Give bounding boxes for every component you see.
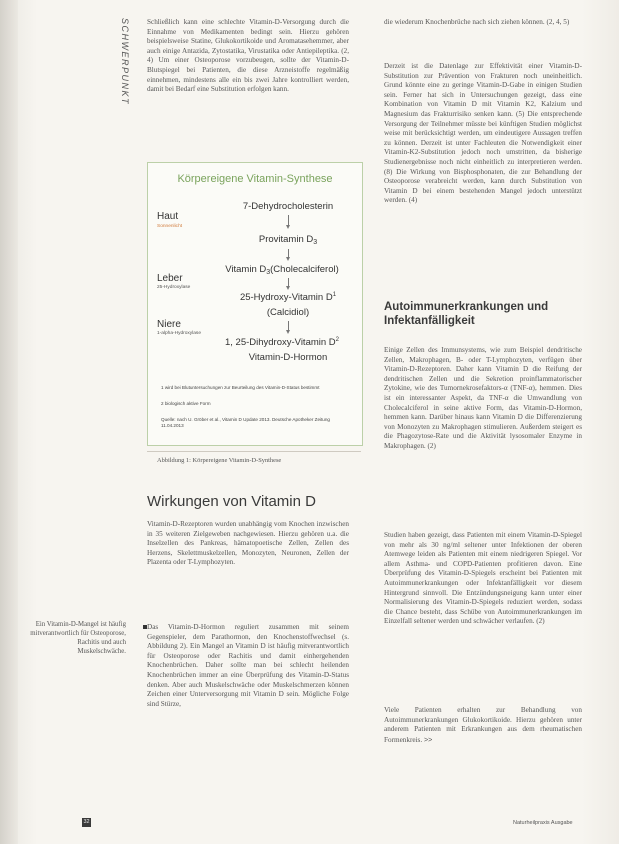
right-column-p5 — [384, 706, 582, 751]
figure-source: Quelle: nach U. Gröber et al., Vitamin D Update 2013. Deutsche Apotheker Zeitung 11.04.2013 — [161, 417, 330, 428]
page-spine — [0, 0, 18, 844]
molecule-1-25-dihydroxy-vitamin-d: 1, 25-Dihydroxy-Vitamin $D^2$ — [224, 337, 340, 349]
heading-autoimmun: Autoimmunerkrankungen und Infektanfälligkeit — [384, 301, 549, 327]
continued-marker: >> — [423, 734, 433, 744]
label-haut: Haut — [157, 211, 179, 222]
molecule-vitamin-d3: Vitamin $D_3(Cholecalciferol)$ — [225, 264, 339, 276]
paragraph: Einige Zellen des Immunsystems, wie zum Beispiel dendritische Zellen, Makrophagen, B- oder T-Lymphozyten, verfügen über Vitamin-D-Rezeptoren. Daher kann Vitamin D die Reifung der dendritischen Zellen und die Sekretion proinflammatorischer Zytokine, wie des Tumornekrosefaktors-α (TNF-α), hemmen. Dies ist ein interessanter Aspekt, da TNF-α die Umwandlung von Cholecalciferol in seine aktive Form, das Vitamin-D-Hormon, hemmen kann. Darüber hinaus kann Vitamin D die Differenzierung von Monozyten zu Makrophagen stimulieren. Außerdem steigert es die Phagozytose-Rate und die Aktivität lysosomaler Enzyme in Makrophagen. (2) — [384, 346, 582, 450]
margin-note: Ein Vitamin-D-Mangel ist häufig mitverantwortlich für Osteoporose, Rachitis und auch Muskelschwäche. — [30, 621, 126, 655]
molecule-25-hydroxy-vitamin-d: 25-Hydroxy-Vitamin $D^1$ — [239, 292, 337, 304]
molecule-provitamin-d3: Provitamin $D_3$ — [258, 234, 318, 246]
paragraph: Viele Patienten erhalten zur Behandlung von Autoimmunerkrankungen Glukokortikoide. Hierzu gehören unter anderem Patienten mit Erkrankungen aus dem rheumatischen Formenkreis. >> — [384, 706, 582, 744]
label-25-hydroxylase: 25-Hydroxylase — [157, 285, 191, 290]
figure-title: Körpereigene Vitamin-Synthese — [177, 173, 333, 185]
page-number: 32 — [83, 819, 90, 825]
left-column-p2 — [147, 623, 349, 715]
label-niere: Niere — [157, 319, 181, 330]
arrow-down-icon — [288, 278, 289, 288]
label-sonnenlicht: Sonnenlicht — [157, 224, 183, 229]
footnote-2: 2 biologisch aktive Form — [161, 401, 211, 406]
paragraph: die wiederum Knochenbrüche nach sich ziehen können. (2, 4, 5) — [384, 18, 570, 26]
right-column-p3 — [384, 346, 582, 458]
section-tag-text: SCHWERPUNKT — [120, 18, 130, 106]
paragraph: Studien haben gezeigt, dass Patienten mit einem Vitamin-D-Spiegel von mehr als 30 ng/ml seltener unter Infektionen der oberen Atemwege leiden als Patienten mit einem niedrigeren Spiegel. Vor allem Asthma- und COPD-Patienten profitieren davon. Eine Überprüfung des Vitamin-D-Spiegels erscheint bei Patienten mit Autoimmunerkrankungen oder Infektanfälligkeit vor diesem Hintergrund sinnvoll. Die Entzündungsneigung kann unter einer Normalisierung des Vitamin-D-Spiegels reduziert werden, sodass die Chance besteht, dass Schübe von Autoimmunerkrankungen im Einzelfall seltener werden und schwächer verlaufen. (2) — [384, 531, 582, 626]
arrow-down-icon — [288, 321, 289, 332]
footer-publication: Naturheilpraxis Ausgabe — [513, 820, 573, 826]
figure-caption: Abbildung 1: Körpereigene Vitamin-D-Synthese — [157, 457, 282, 464]
heading-wirkungen: Wirkungen von Vitamin D — [147, 493, 316, 510]
left-column-p1 — [147, 520, 349, 574]
left-column-intro — [147, 18, 349, 101]
right-column-p1 — [384, 18, 582, 34]
paragraph: Das Vitamin-D-Hormon reguliert zusammen mit seinem Gegenspieler, dem Parathormon, den Knochenstoffwechsel (s. Abbildung 2). Ein Mangel an Vitamin D ist häufig mitverantwortlich für Osteoporose oder Rachitis und damit einhergehenden Knochenbrüchen. Daher sollte man bei schlecht heilenden Knochenbrüchen immer an eine Überprüfung des Vitamin-D-Status denken. Aber auch Muskelschwäche oder Muskelschmerzen können Zeichen einer Unterversorgung mit Vitamin D sein. Mögliche Folge sind Stürze, — [147, 623, 349, 708]
right-column-p2 — [384, 62, 582, 212]
footnote-1: 1 wird bei Blutuntersuchungen zur Beurteilung des Vitamin-D-Status bestimmt — [161, 385, 320, 390]
paragraph: Schließlich kann eine schlechte Vitamin-D-Versorgung durch die Einnahme von Medikamenten bedingt sein. Hierzu gehören beispielsweise Statine, Glukokortikoide und Aromatasehemmer, aber auch einige Antazida, Zytostatika, Virustatika oder Antiepileptika. (2, 4) Um einer Osteoporose vorzubeugen, sollte der Vitamin-D-Blutspiegel bei Patienten, die diese Arzneistoffe regelmäßig einnehmen, mindestens alle ein bis zwei Jahre kontrolliert werden, damit bei Bedarf eine Substitution erfolgen kann. — [147, 18, 349, 94]
label-1-alpha-hydroxylase: 1-alpha-Hydroxylase — [157, 331, 201, 336]
paragraph: Vitamin-D-Rezeptoren wurden unabhängig vom Knochen inzwischen in 35 weiteren Zielgeweben nachgewiesen. Hierzu gehören u.a. die Inselzellen des Pankreas, hämatopoetische Zellen, Zellen des Herzens, Skelettmuskelzellen, Monozyten, Neuronen, Zellen der Plazenta oder T-Lymphozyten. — [147, 520, 349, 567]
right-column-p4 — [384, 531, 582, 633]
figure-vitamin-synthesis — [147, 162, 363, 446]
molecule-7-dehydrocholesterin: 7-Dehydrocholesterin — [242, 201, 334, 212]
divider — [147, 451, 361, 452]
molecule-vitamin-d-hormon: Vitamin-D-Hormon — [248, 352, 328, 363]
arrow-down-icon — [288, 215, 289, 227]
paragraph: Derzeit ist die Datenlage zur Effektivität einer Vitamin-D-Substitution zur Prävention von Frakturen noch uneinheitlich. Grund könnte eine zu geringe Vitamin-D-Gabe in einigen Studien sein. Ferner hat sich in Untersuchungen gezeigt, dass eine Kombination von Vitamin D mit Vitamin K2, Kalzium und Magnesium das Frakturrisiko senken kann. (5) Die entsprechende Versorgung der Teilnehmer müsste bei künftigen Studien möglichst weise mit berücksichtigt werden, um eindeutigere Aussagen treffen zu können. Derzeit ist unter Fachleuten die Notwendigkeit einer Vitamin-K2-Substitution jedoch noch umstritten, da bisherige Studienergebnisse noch nicht einheitlich zu interpretieren werden. (8) Die Wirkung von Bisphosphonaten, die zur Behandlung der Osteoporose verabreicht werden, kann durch Substitution von Vitamin D bei einem bestehenden Mangel jedoch unterstützt werden. (4) — [384, 62, 582, 205]
molecule-calcidiol: (Calcidiol) — [266, 307, 310, 318]
section-tag — [118, 18, 134, 138]
label-leber: Leber — [157, 273, 183, 284]
arrow-down-icon — [288, 249, 289, 259]
